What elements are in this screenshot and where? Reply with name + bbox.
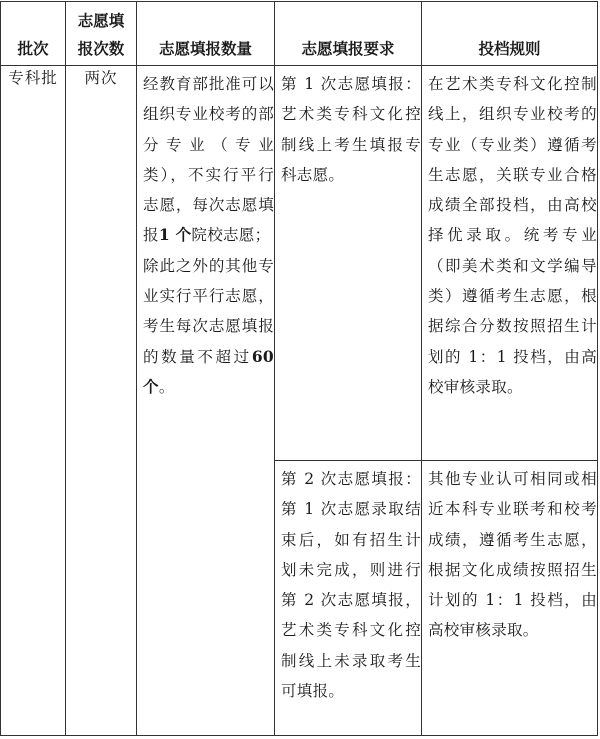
header-fill-times (66, 2, 137, 66)
round1-requirement-cell (275, 66, 422, 461)
table-row (1, 66, 598, 461)
header-fill-count: 志愿填报数量 (137, 2, 275, 66)
quantity-part1: 经教育部批准可以组织专业校考的部分专业（专业类），不实行平行志愿，每次志愿填报 (143, 75, 274, 245)
round1-rule-cell (422, 66, 598, 461)
header-batch: 批次 (1, 2, 66, 66)
quantity-part2: 院校志愿； (191, 226, 271, 245)
fill-count-cell (137, 66, 275, 736)
admission-rules-table (0, 1, 598, 736)
table-header-row (1, 2, 598, 66)
round1-requirement-text: 第 1 次志愿填报：艺术类专科文化控制线上考生填报专科志愿。 (281, 75, 421, 184)
header-admission-rule: 投档规则 (422, 2, 598, 66)
batch-cell: 专科批 (1, 66, 66, 736)
header-fill-requirement: 志愿填报要求 (275, 2, 422, 66)
quantity-num2: 60 个 (143, 346, 274, 396)
round2-rule-text: 其他专业认可相同或相近本科专业联考和校考成绩，遵循考生志愿，根据文化成绩按照招生计划的 1：1 投档，由高校审核录取。 (428, 470, 597, 640)
round1-rule-text: 在艺术类专科文化控制线上，组织专业校考的专业（专业类）遵循考生志愿，关联专业合格成绩全部投档，由高校择优录取。统考专业（即美术类和文学编导类）遵循考生志愿，根据综合分数按照招生计划的 1：1 投档，由高校审核录取。 (428, 75, 597, 396)
quantity-num1: 1 个 (158, 225, 192, 245)
round2-requirement-cell (275, 461, 422, 736)
quantity-part3: 除此之外的其他专业实行平行志愿，考生每次志愿填报的数量不超过 (143, 256, 274, 366)
header-fill-times-label: 志愿填报次数 (77, 11, 125, 58)
quantity-part4: 。 (158, 377, 175, 396)
round2-requirement-text: 第 2 次志愿填报：第 1 次志愿录取结束后，如有招生计划未完成，则进行第 2 次志愿填报，艺术类专科文化控制线上未录取考生可填报。 (281, 470, 421, 701)
fill-count-text (137, 66, 274, 402)
fill-times-cell: 两次 (66, 66, 137, 736)
round2-rule-cell (422, 461, 598, 736)
